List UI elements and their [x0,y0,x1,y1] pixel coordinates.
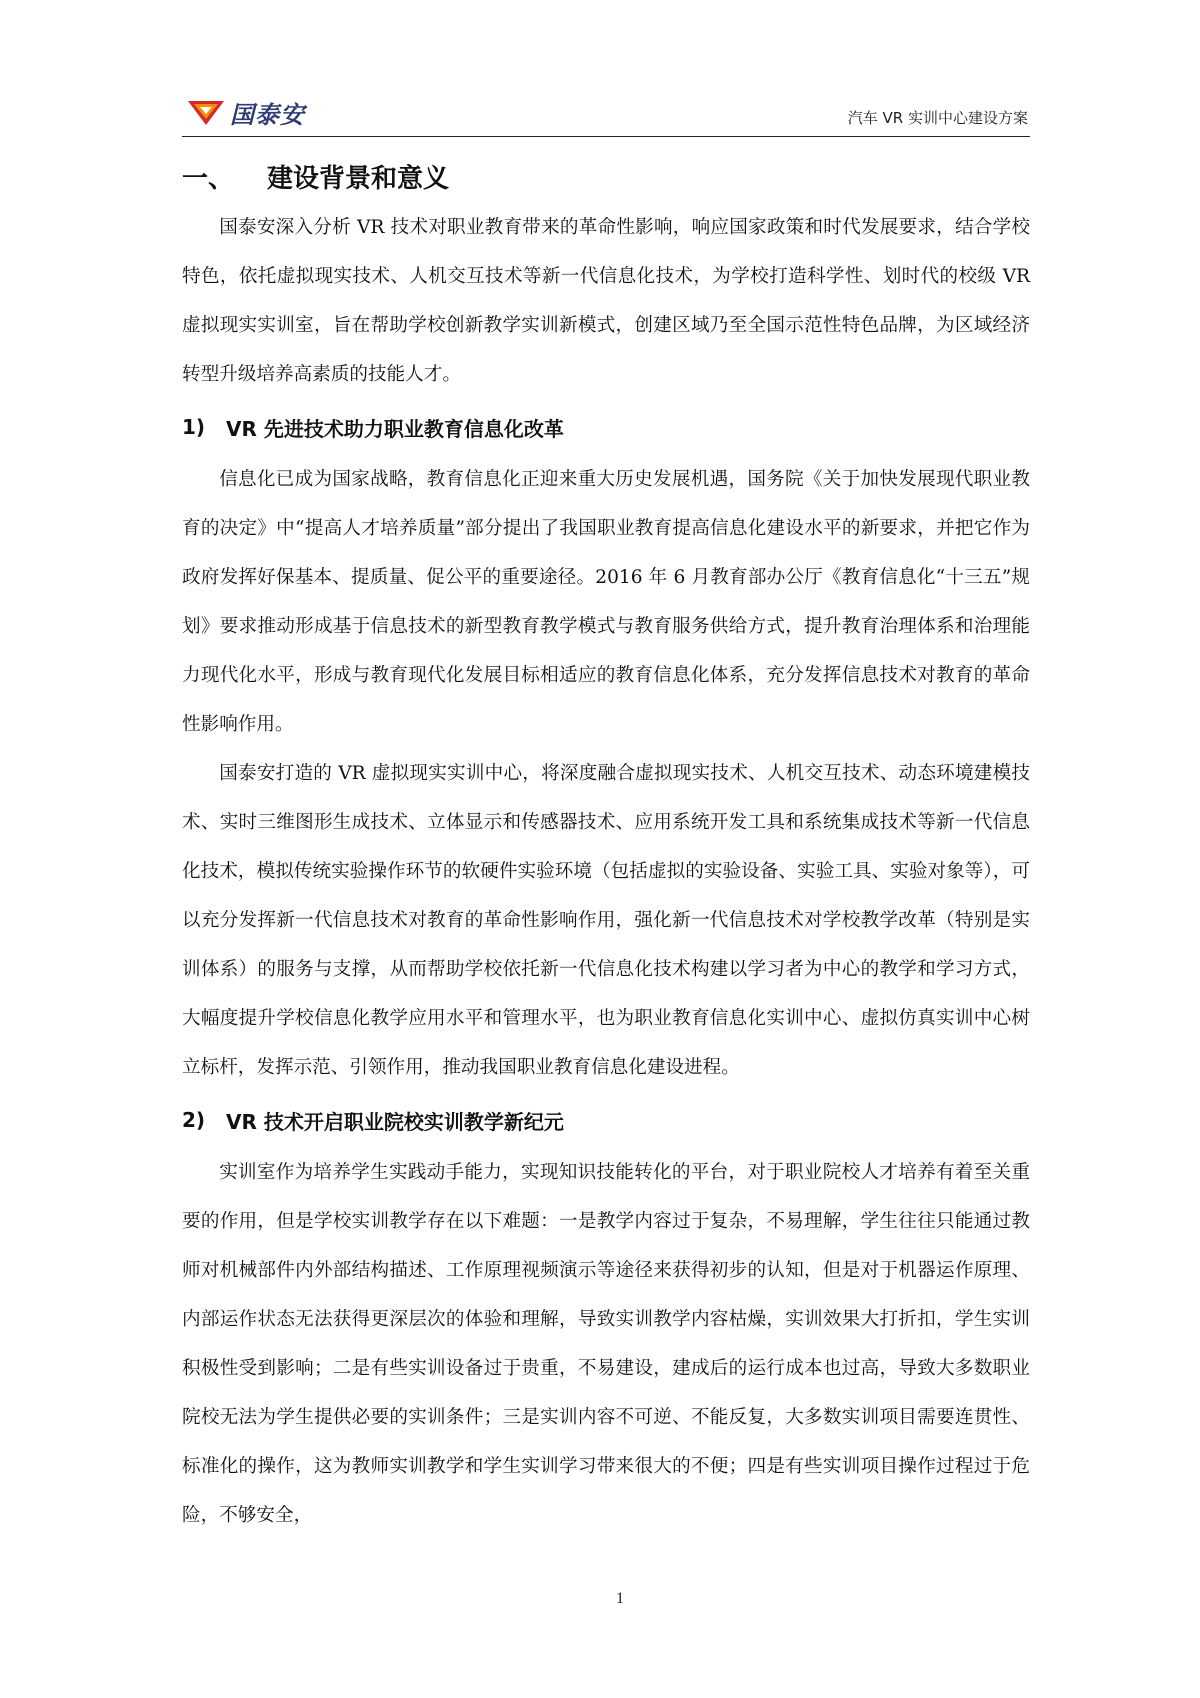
section-number: 一、 [182,164,235,194]
paragraph: 信息化已成为国家战略，教育信息化正迎来重大历史发展机遇，国务院《关于加快发展现代职业教育的决定》中“提高人才培养质量”部分提出了我国职业教育提高信息化建设水平的新要求，并把它作为政府发挥好保基本、提质量、促公平的重要途径。2016 年 6 月教育部办公厅《教育信息化“十三五”规划》要求推动形成基于信息技术的新型教育教学模式与教育服务供给方式，提升教育治理体系和治理能力现代化水平，形成与教育现代化发展目标相适应的教育信息化体系，充分发挥信息技术对教育的革命性影响作用。 [182,469,1030,735]
subsection-heading [182,1098,1030,1142]
paragraph: 国泰安打造的 VR 虚拟现实实训中心，将深度融合虚拟现实技术、人机交互技术、动态环境建模技术、实时三维图形生成技术、立体显示和传感器技术、应用系统开发工具和系统集成技术等新一代信息化技术，模拟传统实验操作环节的软硬件实验环境（包括虚拟的实验设备、实验工具、实验对象等），可以充分发挥新一代信息技术对教育的革命性影响作用，强化新一代信息技术对学校教学改革（特别是实训体系）的服务与支撑，从而帮助学校依托新一代信息化技术构建以学习者为中心的教学和学习方式，大幅度提升学校信息化教学应用水平和管理水平，也为职业教育信息化实训中心、虚拟仿真实训中心树立标杆，发挥示范、引领作用，推动我国职业教育信息化建设进程。 [182,763,1030,1078]
logo-text: 国泰安 [230,100,305,129]
subsection-number: 2) [182,1108,206,1132]
section-title: 建设背景和意义 [267,164,450,194]
document-title: 汽车 VR 实训中心建设方案 [847,109,1028,127]
company-logo [186,92,305,132]
section-heading [182,158,1030,195]
logo-mark-icon [186,97,226,127]
paragraph: 国泰安深入分析 VR 技术对职业教育带来的革命性影响，响应国家政策和时代发展要求，结合学校特色，依托虚拟现实技术、人机交互技术等新一代信息化技术，为学校打造科学性、划时代的校级 VR 虚拟现实实训室，旨在帮助学校创新教学实训新模式，创建区域乃至全国示范性特色品牌，为区域经济转型升级培养高素质的技能人才。 [182,217,1030,385]
subsection-title: VR 先进技术助力职业教育信息化改革 [226,416,564,441]
paragraph: 实训室作为培养学生实践动手能力，实现知识技能转化的平台，对于职业院校人才培养有着至关重要的作用，但是学校实训教学存在以下难题：一是教学内容过于复杂，不易理解，学生往往只能通过教师对机械部件内外部结构描述、工作原理视频演示等途径来获得初步的认知，但是对于机器运作原理、内部运作状态无法获得更深层次的体验和理解，导致实训教学内容枯燥，实训效果大打折扣，学生实训积极性受到影响；二是有些实训设备过于贵重，不易建设，建成后的运行成本也过高，导致大多数职业院校无法为学生提供必要的实训条件；三是实训内容不可逆、不能反复，大多数实训项目需要连贯性、标准化的操作，这为教师实训教学和学生实训学习带来很大的不便；四是有些实训项目操作过程过于危险，不够安全， [182,1162,1030,1526]
page-header [182,92,1030,137]
page-content [182,150,1030,1540]
subsection-title: VR 技术开启职业院校实训教学新纪元 [226,1109,564,1134]
subsection-number: 1) [182,415,206,439]
page-number: 1 [616,1590,624,1607]
subsection-heading [182,405,1030,449]
